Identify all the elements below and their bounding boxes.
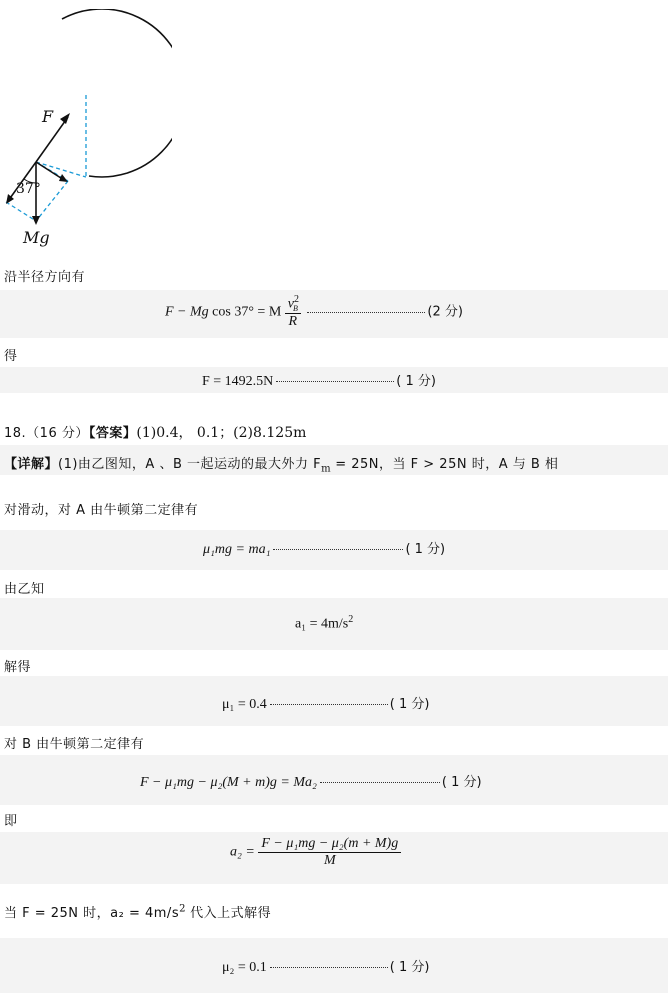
radial-intro: 沿半径方向有	[4, 270, 86, 285]
de-label: 得	[4, 349, 18, 364]
circular-track	[62, 9, 172, 177]
ji-label: 即	[4, 814, 18, 829]
equation-6: F − μ₁mg − μ₂(M + m)g = Ma₂ ( 1 分)	[140, 775, 482, 790]
detail-line-1: 【详解】(1)由乙图知，A 、B 一起运动的最大外力 $F_m = 25N$，当 F > 25N 时，A 与 B 相	[4, 457, 559, 475]
jiede-label: 解得	[4, 660, 32, 675]
equation-1: F − Mg cos 37° = M $\frac{v^2_B}{R}$ (2 分)	[165, 294, 463, 330]
equation-7: a₂ = $\frac{\text{F − μ₁mg − μ₂(m + M)g}}{M}$	[230, 836, 401, 869]
weight-label: Mg	[23, 228, 50, 247]
from-graph-label: 由乙知	[4, 582, 45, 597]
equation-5: μ₁ = 0.4 ( 1 分)	[222, 697, 430, 712]
substitution-line: 当 F = 25N 时，$a_2 = 4m/s^2$ 代入上式解得	[4, 903, 272, 921]
detail-line-2: 对滑动，对 A 由牛顿第二定律有	[4, 503, 199, 518]
equation-2: F = 1492.5N ( 1 分)	[202, 374, 436, 389]
force-label: F	[42, 107, 54, 126]
angle-label: 37°	[16, 181, 41, 197]
equation-3: μ₁mg = ma₁ ( 1 分)	[203, 542, 446, 557]
force-diagram	[2, 9, 172, 249]
question-18-heading: 18.（16 分）【答案】(1)0.4， 0.1；(2)8.125m	[4, 425, 307, 441]
equation-4: $a_1 = 4m/s^2$	[295, 614, 354, 632]
for-b-label: 对 B 由牛顿第二定律有	[4, 737, 145, 752]
equation-8: μ₂ = 0.1 ( 1 分)	[222, 960, 430, 975]
